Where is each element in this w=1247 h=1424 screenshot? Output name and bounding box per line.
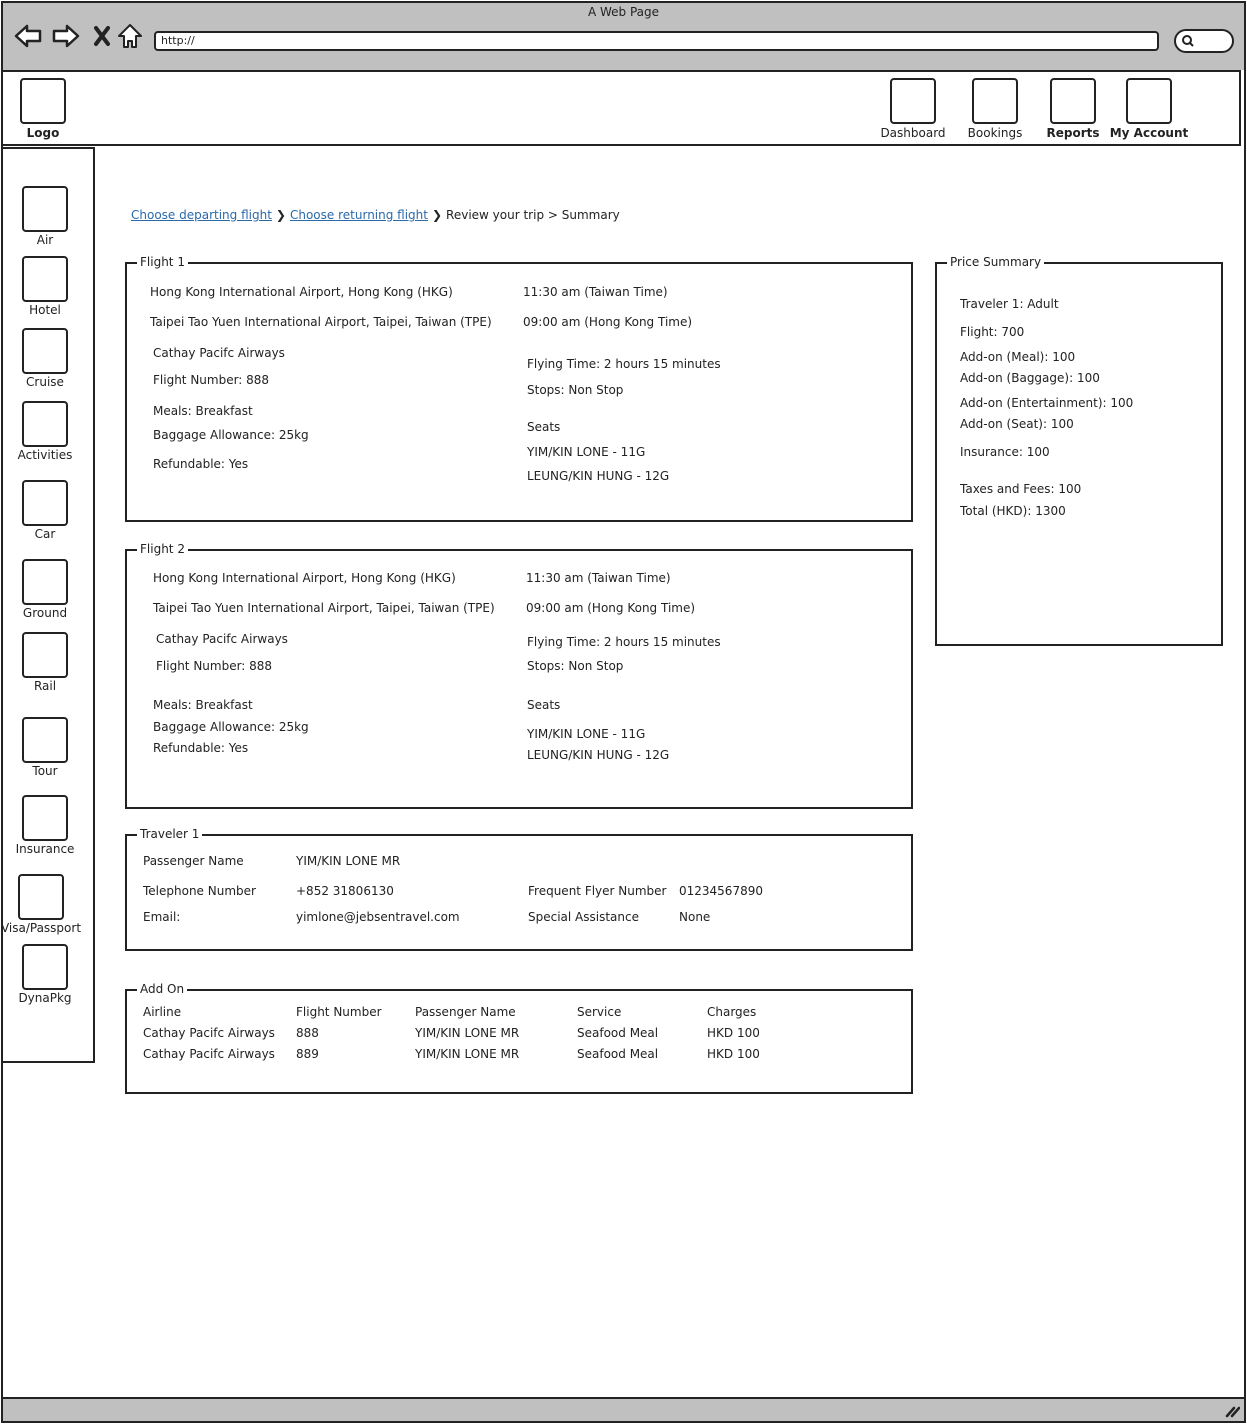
url-input[interactable]: http://	[154, 31, 1159, 51]
hotel-icon	[22, 256, 68, 302]
price-line-baggage: Add-on (Baggage): 100	[960, 371, 1100, 385]
chevron-right-icon: ❯	[275, 208, 286, 222]
sidebar-item-tour[interactable]	[0, 717, 90, 778]
price-line-traveler: Traveler 1: Adult	[960, 297, 1059, 311]
breadcrumb-link-departing[interactable]: Choose departing flight	[131, 208, 272, 222]
email-label: Email:	[143, 910, 181, 924]
nav-bookings[interactable]	[966, 78, 1024, 140]
flight-meals: Meals: Breakfast	[153, 404, 253, 418]
forward-arrow-icon[interactable]	[52, 22, 80, 50]
flight-2-panel	[125, 542, 913, 809]
sidebar-item-label: Visa/Passport	[0, 921, 82, 935]
flight-baggage: Baggage Allowance: 25kg	[153, 720, 309, 734]
logo[interactable]	[20, 78, 66, 140]
seat-assignment: LEUNG/KIN HUNG - 12G	[527, 748, 670, 762]
seat-assignment: YIM/KIN LONE - 11G	[527, 727, 646, 741]
sidebar-item-label: DynaPkg	[18, 991, 72, 1005]
flight-airline: Cathay Pacifc Airways	[153, 346, 285, 360]
reports-icon	[1050, 78, 1096, 124]
table-cell-passenger-name: YIM/KIN LONE MR	[415, 1026, 520, 1040]
table-cell-passenger-name: YIM/KIN LONE MR	[415, 1047, 520, 1061]
sidebar-item-label: Cruise	[26, 375, 64, 389]
flight-number: Flight Number: 888	[156, 659, 273, 673]
sidebar-item-label: Hotel	[29, 303, 61, 317]
sidebar-item-label: Insurance	[15, 842, 75, 856]
arrival-time: 09:00 am (Hong Kong Time)	[526, 601, 696, 615]
rail-icon	[22, 632, 68, 678]
nav-label: My Account	[1109, 126, 1189, 140]
column-header-airline: Airline	[143, 1005, 182, 1019]
special-assistance-value: None	[679, 910, 711, 924]
sidebar-item-label: Activities	[17, 448, 73, 462]
logo-image	[20, 78, 66, 124]
dashboard-icon	[890, 78, 936, 124]
nav-label: Dashboard	[880, 126, 946, 140]
table-cell-flight-number: 889	[296, 1047, 319, 1061]
nav-my-account[interactable]	[1109, 78, 1189, 140]
panel-title: Flight 1	[137, 255, 188, 269]
sidebar-item-hotel[interactable]	[0, 256, 90, 317]
sidebar-item-label: Car	[34, 527, 56, 541]
table-cell-flight-number: 888	[296, 1026, 319, 1040]
price-summary-panel	[935, 255, 1223, 646]
stops: Stops: Non Stop	[527, 659, 624, 673]
price-line-taxes: Taxes and Fees: 100	[960, 482, 1082, 496]
sidebar-item-rail[interactable]	[0, 632, 90, 693]
price-line-total: Total (HKD): 1300	[960, 504, 1066, 518]
sidebar-item-visa-passport[interactable]	[0, 874, 86, 935]
bookings-icon	[972, 78, 1018, 124]
insurance-icon	[22, 795, 68, 841]
dynapkg-icon	[22, 944, 68, 990]
chevron-right-icon: ❯	[431, 208, 443, 222]
table-cell-service: Seafood Meal	[577, 1026, 659, 1040]
departure-time: 11:30 am (Taiwan Time)	[526, 571, 671, 585]
nav-dashboard[interactable]	[880, 78, 946, 140]
seats-label: Seats	[527, 420, 561, 434]
sidebar-item-label: Tour	[32, 764, 58, 778]
resize-handle-icon[interactable]	[1224, 1402, 1240, 1421]
activities-icon	[22, 401, 68, 447]
flight-airline: Cathay Pacifc Airways	[156, 632, 288, 646]
car-icon	[22, 480, 68, 526]
browser-search-button[interactable]	[1174, 29, 1234, 53]
seat-assignment: LEUNG/KIN HUNG - 12G	[527, 469, 670, 483]
home-icon[interactable]	[116, 22, 144, 50]
sidebar-item-cruise[interactable]	[0, 328, 90, 389]
sidebar-item-dynapkg[interactable]	[0, 944, 90, 1005]
frequent-flyer-label: Frequent Flyer Number	[528, 884, 667, 898]
table-cell-airline: Cathay Pacifc Airways	[143, 1026, 275, 1040]
nav-label: Bookings	[967, 126, 1023, 140]
sidebar-item-label: Air	[36, 233, 54, 247]
flight-meals: Meals: Breakfast	[153, 698, 253, 712]
panel-title: Price Summary	[947, 255, 1044, 269]
table-cell-charges: HKD 100	[707, 1047, 760, 1061]
sidebar-item-activities[interactable]	[0, 401, 90, 462]
price-line-seat: Add-on (Seat): 100	[960, 417, 1074, 431]
flight-destination: Taipei Tao Yuen International Airport, Taipei, Taiwan (TPE)	[153, 601, 495, 615]
telephone-value: +852 31806130	[296, 884, 394, 898]
departure-time: 11:30 am (Taiwan Time)	[523, 285, 668, 299]
close-x-icon[interactable]	[88, 22, 116, 50]
flight-origin: Hong Kong International Airport, Hong Kong (HKG)	[150, 285, 453, 299]
special-assistance-label: Special Assistance	[528, 910, 639, 924]
logo-label: Logo	[26, 126, 60, 140]
tour-icon	[22, 717, 68, 763]
back-arrow-icon[interactable]	[14, 22, 42, 50]
sidebar-item-car[interactable]	[0, 480, 90, 541]
telephone-label: Telephone Number	[143, 884, 256, 898]
browser-status-bar	[3, 1397, 1244, 1421]
passenger-name-label: Passenger Name	[143, 854, 244, 868]
search-icon	[1181, 34, 1195, 51]
flight-origin: Hong Kong International Airport, Hong Kong (HKG)	[153, 571, 456, 585]
column-header-flight-number: Flight Number	[296, 1005, 382, 1019]
column-header-service: Service	[577, 1005, 622, 1019]
breadcrumb-current: Review your trip > Summary	[446, 208, 620, 222]
breadcrumb-link-returning[interactable]: Choose returning flight	[289, 208, 428, 222]
sidebar-item-air[interactable]	[0, 186, 90, 247]
flying-time: Flying Time: 2 hours 15 minutes	[527, 635, 721, 649]
flight-refundable: Refundable: Yes	[153, 741, 249, 755]
nav-reports[interactable]	[1046, 78, 1100, 140]
table-cell-service: Seafood Meal	[577, 1047, 659, 1061]
price-line-meal: Add-on (Meal): 100	[960, 350, 1076, 364]
visa-passport-icon	[18, 874, 64, 920]
table-cell-charges: HKD 100	[707, 1026, 760, 1040]
addon-panel	[125, 982, 913, 1094]
nav-label: Reports	[1046, 126, 1100, 140]
panel-title: Traveler 1	[137, 827, 202, 841]
panel-title: Flight 2	[137, 542, 188, 556]
flight-number: Flight Number: 888	[153, 373, 270, 387]
cruise-icon	[22, 328, 68, 374]
passenger-name-value: YIM/KIN LONE MR	[296, 854, 401, 868]
panel-title: Add On	[137, 982, 187, 996]
my-account-icon	[1126, 78, 1172, 124]
breadcrumb	[131, 208, 620, 222]
flight-1-panel	[125, 255, 913, 522]
price-line-flight: Flight: 700	[960, 325, 1025, 339]
sidebar-item-label: Ground	[22, 606, 68, 620]
column-header-charges: Charges	[707, 1005, 757, 1019]
seat-assignment: YIM/KIN LONE - 11G	[527, 445, 646, 459]
window-title: A Web Page	[587, 5, 660, 19]
traveler-panel	[125, 827, 913, 951]
table-cell-airline: Cathay Pacifc Airways	[143, 1047, 275, 1061]
air-icon	[22, 186, 68, 232]
sidebar-item-label: Rail	[33, 679, 57, 693]
frequent-flyer-value: 01234567890	[679, 884, 763, 898]
flying-time: Flying Time: 2 hours 15 minutes	[527, 357, 721, 371]
sidebar-item-ground[interactable]	[0, 559, 90, 620]
price-line-insurance: Insurance: 100	[960, 445, 1050, 459]
flight-baggage: Baggage Allowance: 25kg	[153, 428, 309, 442]
flight-destination: Taipei Tao Yuen International Airport, Taipei, Taiwan (TPE)	[150, 315, 492, 329]
price-line-entertainment: Add-on (Entertainment): 100	[960, 396, 1134, 410]
ground-icon	[22, 559, 68, 605]
flight-refundable: Refundable: Yes	[153, 457, 249, 471]
column-header-passenger-name: Passenger Name	[415, 1005, 516, 1019]
seats-label: Seats	[527, 698, 561, 712]
stops: Stops: Non Stop	[527, 383, 624, 397]
sidebar-item-insurance[interactable]	[0, 795, 90, 856]
arrival-time: 09:00 am (Hong Kong Time)	[523, 315, 693, 329]
email-value: yimlone@jebsentravel.com	[296, 910, 460, 924]
